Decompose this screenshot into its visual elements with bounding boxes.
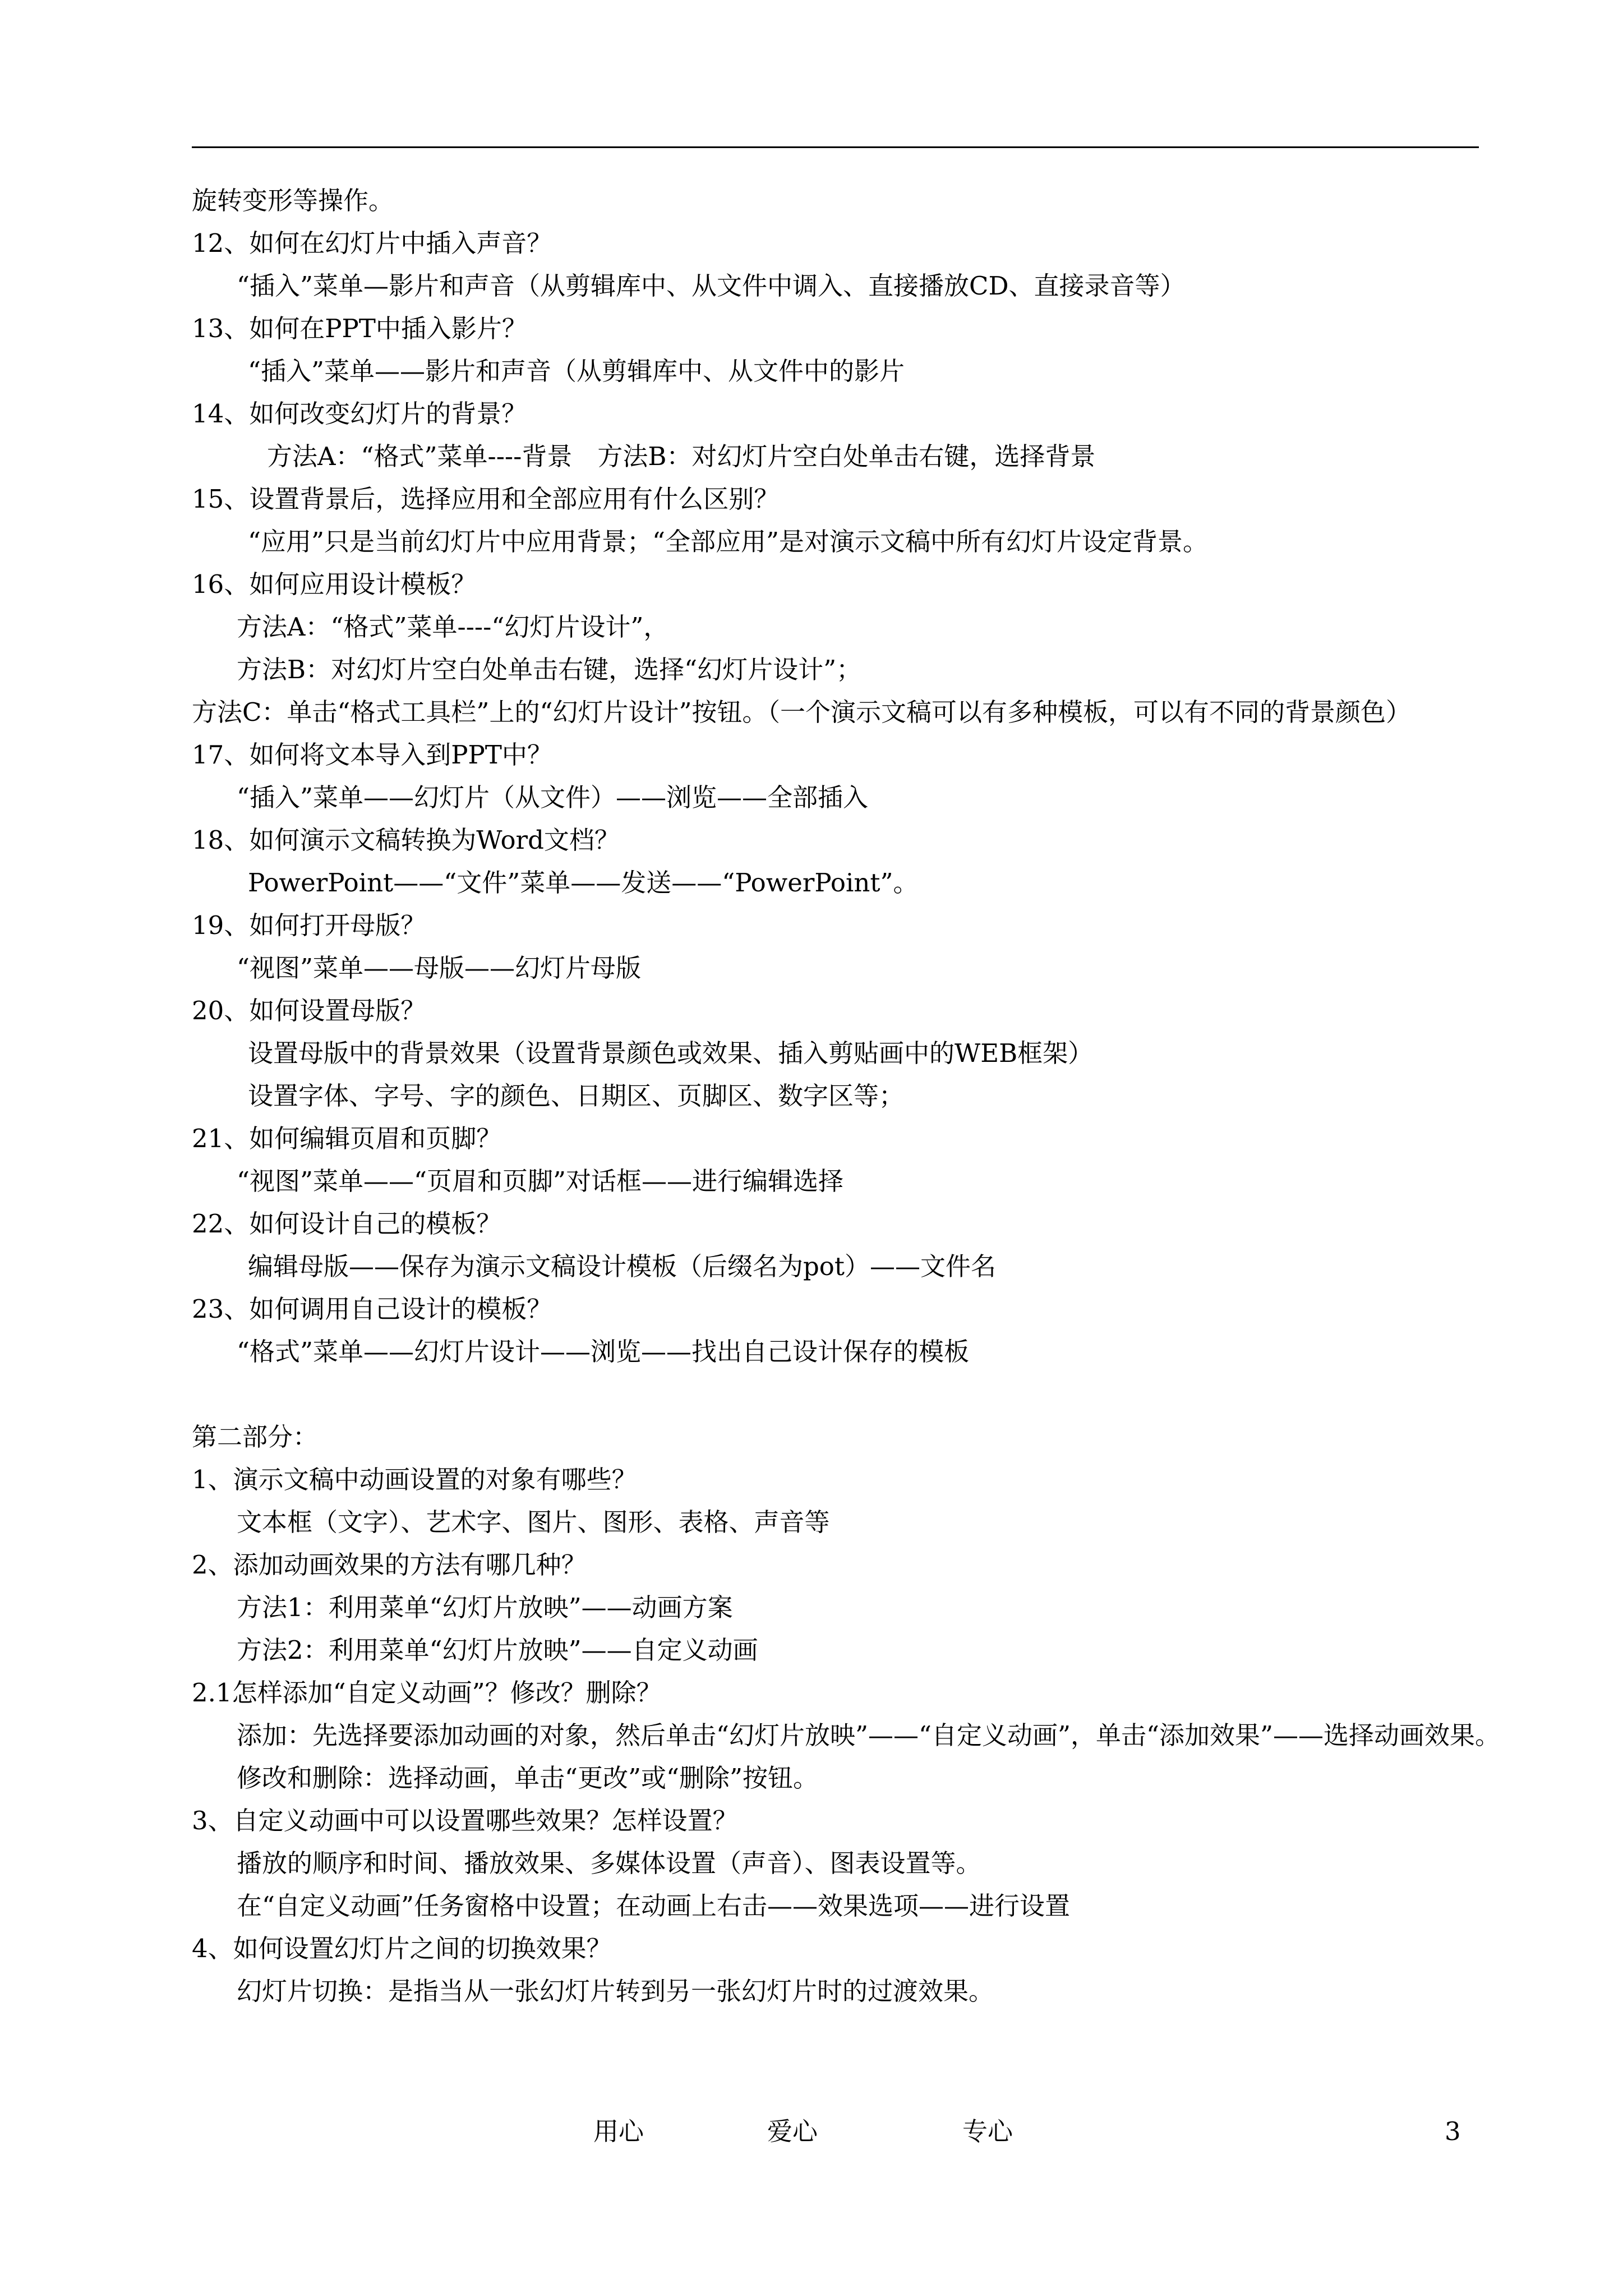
footer-motto-1: 用心 — [593, 2116, 644, 2146]
text-line: 19、如何打开母版？ — [192, 910, 426, 940]
text-line: 17、如何将文本导入到PPT中？ — [192, 740, 552, 770]
text-line: 方法C：单击“格式工具栏”上的“幻灯片设计”按钮。（一个演示文稿可以有多种模板，可以有不同的背景颜色） — [192, 697, 1411, 727]
text-line: “应用”只是当前幻灯片中应用背景；“全部应用”是对演示文稿中所有幻灯片设定背景。 — [248, 527, 1209, 556]
text-line: 16、如何应用设计模板？ — [192, 569, 477, 599]
text-line: 方法B：对幻灯片空白处单击右键，选择“幻灯片设计”； — [237, 655, 862, 684]
text-line: 方法A：“格式”菜单----背景 方法B：对幻灯片空白处单击右键，选择背景 — [267, 441, 1096, 471]
text-line: 2.1怎样添加“自定义动画”？修改？删除？ — [192, 1678, 662, 1708]
text-line: “格式”菜单——幻灯片设计——浏览——找出自己设计保存的模板 — [237, 1337, 970, 1366]
text-line: 14、如何改变幻灯片的背景？ — [192, 399, 527, 429]
text-line: 第二部分： — [192, 1422, 319, 1452]
text-line: 添加：先选择要添加动画的对象，然后单击“幻灯片放映”——“自定义动画”，单击“添加效果”——选择动画效果。 — [237, 1720, 1501, 1750]
text-line: 4、如何设置幻灯片之间的切换效果？ — [192, 1934, 612, 1963]
footer-motto-3: 专心 — [962, 2116, 1013, 2146]
text-line: 编辑母版——保存为演示文稿设计模板（后缀名为pot）——文件名 — [248, 1251, 996, 1281]
text-line: 方法2：利用菜单“幻灯片放映”——自定义动画 — [237, 1635, 758, 1665]
text-line: 12、如何在幻灯片中插入声音？ — [192, 228, 552, 258]
text-line: 2、添加动画效果的方法有哪几种？ — [192, 1550, 587, 1580]
document-body — [192, 180, 1501, 2013]
text-line: “视图”菜单——母版——幻灯片母版 — [237, 953, 642, 983]
page-number: 3 — [1445, 2116, 1461, 2146]
text-line: PowerPoint——“文件”菜单——发送——“PowerPoint”。 — [248, 868, 919, 898]
text-line: 方法A：“格式”菜单----“幻灯片设计”， — [237, 612, 669, 642]
text-line: 旋转变形等操作。 — [192, 186, 394, 215]
text-line: “视图”菜单——“页眉和页脚”对话框——进行编辑选择 — [237, 1166, 844, 1196]
text-line: 22、如何设计自己的模板？ — [192, 1209, 502, 1239]
header-rule — [192, 146, 1479, 148]
text-line: “插入”菜单——幻灯片（从文件）——浏览——全部插入 — [237, 783, 869, 812]
text-line: “插入”菜单——影片和声音（从剪辑库中、从文件中的影片 — [248, 356, 905, 386]
text-line: 23、如何调用自己设计的模板？ — [192, 1294, 552, 1324]
text-line: 文本框（文字）、艺术字、图片、图形、表格、声音等 — [237, 1507, 830, 1537]
text-line: 15、设置背景后，选择应用和全部应用有什么区别？ — [192, 484, 780, 514]
text-line: 设置母版中的背景效果（设置背景颜色或效果、插入剪贴画中的WEB框架） — [248, 1038, 1094, 1068]
text-line: “插入”菜单—影片和声音（从剪辑库中、从文件中调入、直接播放CD、直接录音等） — [237, 271, 1186, 301]
text-line: 设置字体、字号、字的颜色、日期区、页脚区、数字区等； — [248, 1081, 905, 1111]
text-line: 播放的顺序和时间、播放效果、多媒体设置（声音）、图表设置等。 — [237, 1848, 981, 1878]
page-footer — [0, 2115, 1623, 2148]
text-line: 18、如何演示文稿转换为Word文档？ — [192, 825, 620, 855]
text-line: 3、自定义动画中可以设置哪些效果？怎样设置？ — [192, 1806, 738, 1835]
text-line: 方法1：利用菜单“幻灯片放映”——动画方案 — [237, 1593, 733, 1622]
blank-line — [192, 1373, 1482, 1416]
text-line: 20、如何设置母版？ — [192, 996, 426, 1025]
text-line: 13、如何在PPT中插入影片？ — [192, 314, 527, 343]
text-line: 在“自定义动画”任务窗格中设置；在动画上右击——效果选项——进行设置 — [237, 1891, 1071, 1921]
text-line: 1、演示文稿中动画设置的对象有哪些？ — [192, 1465, 637, 1494]
footer-motto-2: 爱心 — [767, 2116, 818, 2146]
text-line: 21、如何编辑页眉和页脚？ — [192, 1124, 502, 1153]
text-line: 修改和删除：选择动画，单击“更改”或“删除”按钮。 — [237, 1763, 819, 1793]
text-line: 幻灯片切换：是指当从一张幻灯片转到另一张幻灯片时的过渡效果。 — [237, 1976, 994, 2006]
